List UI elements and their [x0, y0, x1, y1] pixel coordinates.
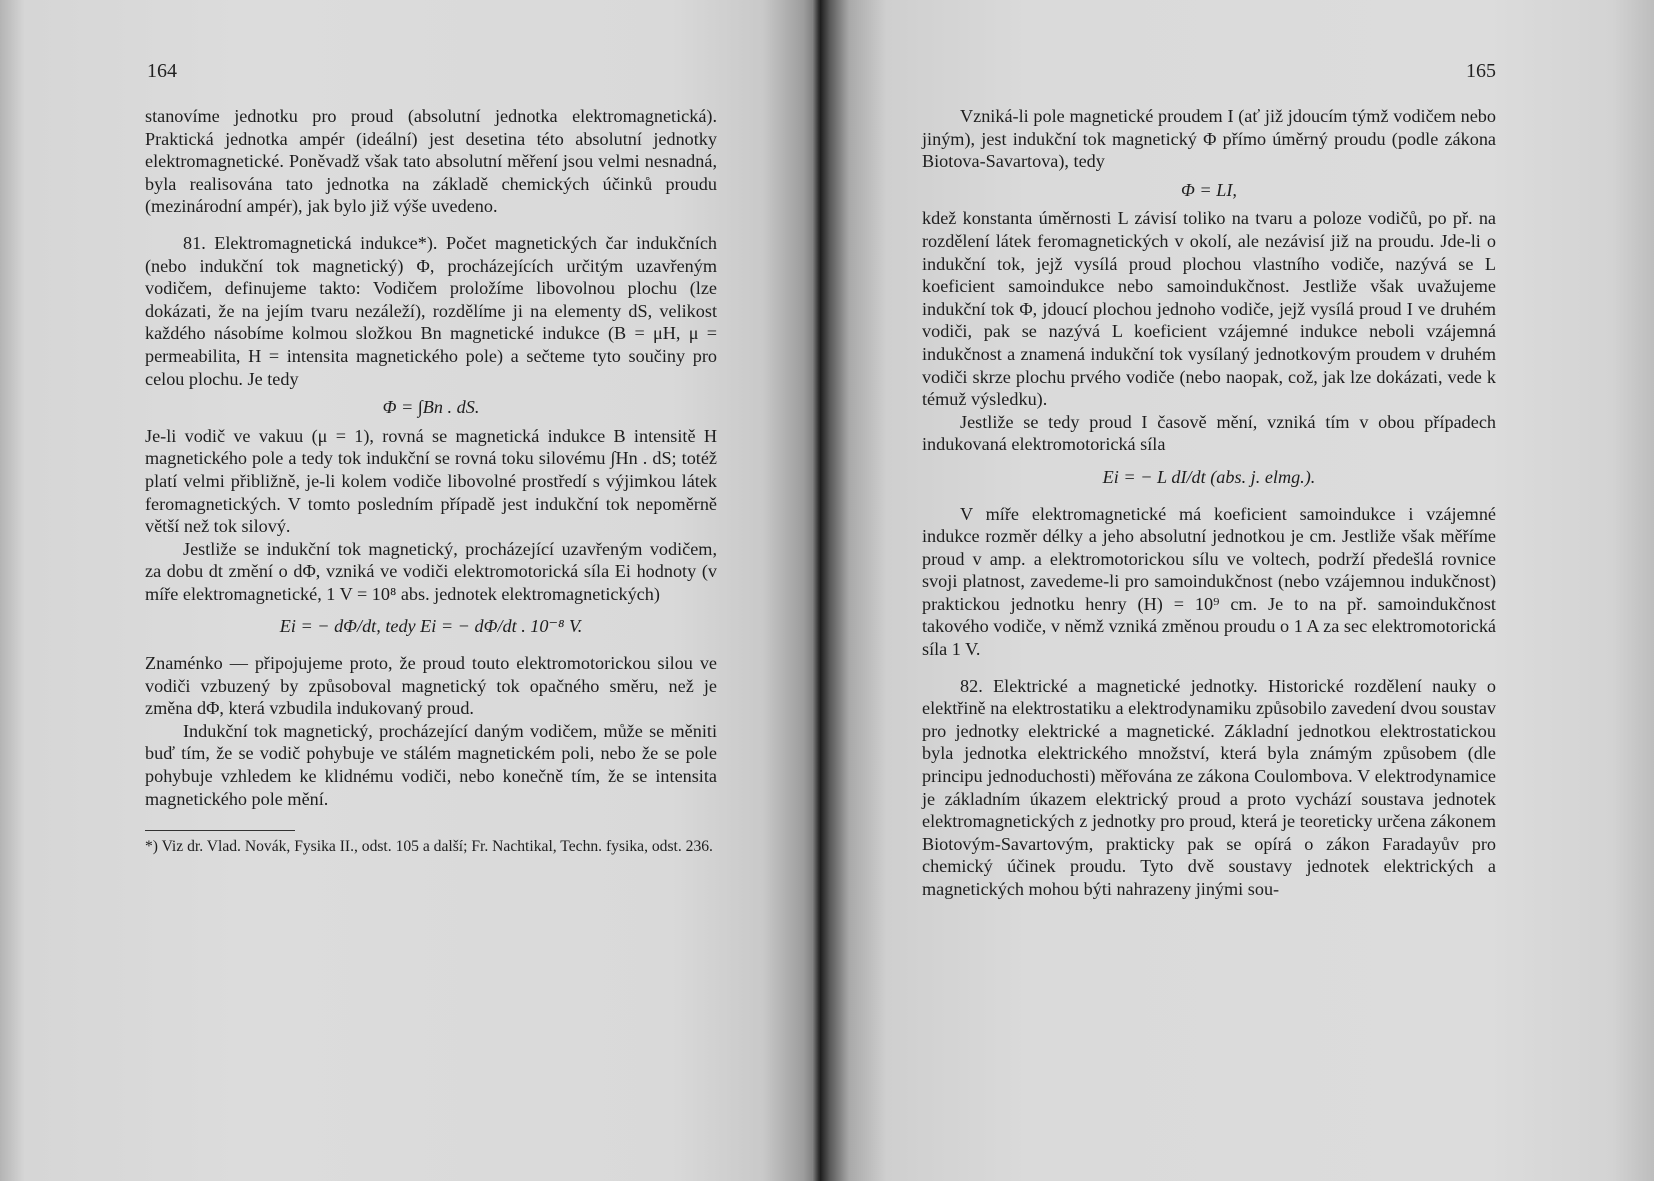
page-number-right: 165	[1466, 60, 1496, 82]
formula-flux-integral: Φ = ∫Bn . dS.	[382, 397, 480, 418]
paragraph-inductance-definition: kdež konstanta úměrnosti L závisí toliko na tvaru a poloze vodičů, po př. na rozdělení látek feromagnetických v okolí, ale nezávisí již na proudu. Jde-li o indukční tok, jejž vysílá proud plochou vlastního vodiče, nazývá se L koeficient samoindukce nebo samoindukčnost. Jestliže však uvažujeme indukční tok Φ, jdoucí plochou jednoho vodiče, jejž vysílá proud I ve druhém vodiči, pak se nazývá L koeficient vzájemné indukce neboli vzájemná indukčnost a znamená indukční tok vysílaný jednotkovým proudem v druhém vodiči skrze plochu prvého vodiče (nebo naopak, což, jak lze dokázati, vede k témuž výsledku).	[922, 208, 1496, 410]
formula-flux-inductance: Φ = LI,	[1181, 179, 1237, 200]
formula-self-induction-emf: Ei = − L dI/dt (abs. j. elmg.).	[1102, 466, 1316, 487]
section-82-paragraph: 82. Elektrické a magnetické jednotky. Historické rozdělení nauky o elektřině na elektrostatiku a elektrodynamiku způsobilo zavedení dvou soustav pro jednotky elektrické a magnetické. Základní jednotkou elektrostatickou byla jednotka elektrického množství, která byla známým způsobem (dle principu jednoduchosti) měřována ze zákona Coulombova. V elektrodynamice je základním úkazem elektrický proud a proto vychází soustava jednotek elektromagnetických z jednotky pro proud, která je teoreticky určena zákonem Biotovým-Savartovým, prakticky pak se opírá o zákon Faradayův pro chemický účinek proudu. Tyto dvě soustavy jednotek elektrických a magnetických mohou býti nahrazeny jinými sou-	[922, 675, 1496, 899]
paragraph-henry-unit: V míře elektromagnetické má koeficient samoindukce i vzájemné indukce rozměr délky a jeho absolutní jednotkou je cm. Jestliže však měříme proud v amp. a elektromotorickou sílu ve voltech, podrží předešlá rovnice svoji platnost, zavedeme-li pro samoindukčnost (nebo vzájemnou indukčnost) praktickou jednotku henry (H) = 10⁹ cm. Je to na př. samoindukčnost takového vodiče, v němž vzniká změnou proudu o 1 A za sec elektromotorická síla 1 V.	[922, 503, 1496, 660]
paragraph-time-varying-current: Jestliže se tedy proud I časově mění, vzniká tím v obou případech indukovaná elektromotorická síla	[922, 411, 1496, 455]
footnote-divider	[145, 830, 295, 831]
paragraph-magnetic-field-current: Vzniká-li pole magnetické proudem I (ať již jdoucím týmž vodičem nebo jiným), jest indukční tok magnetický Φ přímo úměrný proudu (podle zákona Biotova-Savartova), tedy	[922, 106, 1496, 172]
section-81-paragraph: 81. Elektromagnetická indukce*). Počet magnetických čar indukčních (nebo indukční tok magnetický) Φ, procházejících určitým uzavřeným vodičem, definujeme takto: Vodičem proložíme libovolnou plochu (lze dokázati, že na jejím tvaru nezáleží), rozdělíme ji na elementy dS, velikost každého násobíme kolmou složkou Bn magnetické indukce (B = μH, μ = permeabilita, H = intensita magnetického pole) a sečteme tyto součiny pro celou plochu. Je tedy	[145, 232, 717, 389]
formula-induced-emf: Ei = − dΦ/dt, tedy Ei = − dΦ/dt . 10⁻⁸ V.	[279, 616, 583, 637]
left-page	[0, 0, 820, 1181]
footnote: *) Viz dr. Vlad. Novák, Fysika II., odst. 105 a další; Fr. Nachtikal, Techn. fysika, odst. 236.	[145, 838, 713, 856]
paragraph-vacuum-induction: Je-li vodič ve vakuu (μ = 1), rovná se magnetická indukce B intensitě H magnetického pole a tedy tok indukční se rovná toku silovému ∫Hn . dS; totéž platí velmi přibližně, je-li kolem vodiče libovolné prostředí s výjimkou látek feromagnetických. V tomto posledním případě jest indukční tok nepoměrně větší než tok silový.	[145, 425, 717, 537]
left-page-body	[145, 105, 717, 857]
paragraph-flux-change: Indukční tok magnetický, procházející daným vodičem, může se měniti buď tím, že se vodič pohybuje ve stálém magnetickém poli, nebo že se pole pohybuje vzhledem ke klidnému vodiči, nebo konečně tím, že se intensita magnetického pole mění.	[145, 720, 717, 809]
page-number-left: 164	[147, 60, 177, 82]
paragraph-units-intro: stanovíme jednotku pro proud (absolutní jednotka elektromagnetická). Praktická jednotka ampér (ideální) jest desetina této absolutní jednotky elektromagnetické. Poněvadž však tato absolutní měření jsou velmi nesnadná, byla realisována tato jednotka na základě chemických účinků proudu (mezinárodní ampér), jak bylo již výše uvedeno.	[145, 106, 717, 217]
paragraph-emf-definition: Jestliže se indukční tok magnetický, procházející uzavřeným vodičem, za dobu dt změní o dΦ, vzniká ve vodiči elektromotorická síla Ei hodnoty (v míře elektromagnetické, 1 V = 10⁸ abs. jednotek elektromagnetických)	[145, 538, 717, 604]
paragraph-sign-explanation: Znaménko — připojujeme proto, že proud touto elektromotorickou silou ve vodiči vzbuzený by způsoboval magnetický tok opačného směru, než je změna dΦ, která vzbudila indukovaný proud.	[145, 653, 717, 719]
right-page-body	[922, 105, 1496, 901]
